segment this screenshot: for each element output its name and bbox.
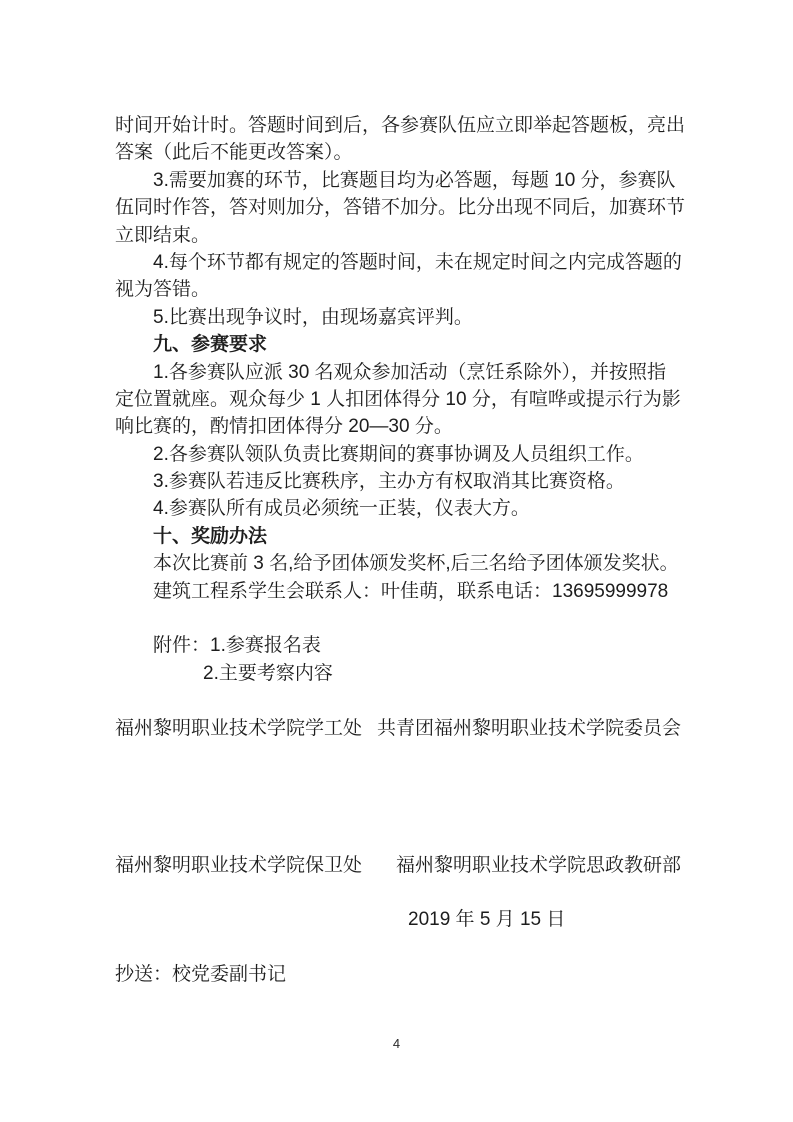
body-line: 5.比赛出现争议时，由现场嘉宾评判。 — [153, 306, 473, 328]
signature-org-right: 共青团福州黎明职业技术学院委员会 — [376, 717, 681, 739]
body-line: 响比赛的，酌情扣团体得分 20—30 分。 — [115, 416, 453, 438]
body-line: 4.参赛队所有成员必须统一正装，仪表大方。 — [153, 498, 530, 520]
section-heading-9: 九、参赛要求 — [153, 334, 268, 356]
body-line: 答案（此后不能更改答案）。 — [115, 142, 353, 164]
body-line: 2.各参赛队领队负责比赛期间的赛事协调及人员组织工作。 — [153, 443, 644, 465]
body-line: 定位置就座。观众每少 1 人扣团体得分 10 分，有喧哗或提示行为影 — [115, 388, 681, 410]
date-line: 2019 年 5 月 15 日 — [408, 909, 566, 931]
body-line: 本次比赛前 3 名,给予团体颁发奖杯,后三名给予团体颁发奖状。 — [153, 553, 679, 575]
blank-line — [115, 769, 681, 796]
signature-row — [115, 715, 681, 742]
body-line: 3.需要加赛的环节，比赛题目均为必答题，每题 10 分，参赛队 — [153, 169, 676, 191]
body-line: 3.参赛队若违反比赛秩序，主办方有权取消其比赛资格。 — [153, 471, 625, 493]
body-line: 视为答错。 — [115, 279, 211, 301]
signature-row — [115, 852, 681, 879]
attachment-line: 附件：1.参赛报名表 — [153, 635, 321, 657]
signature-org-left: 福州黎明职业技术学院学工处 — [115, 717, 363, 739]
attachment-line: 2.主要考察内容 — [203, 662, 333, 684]
blank-line — [115, 687, 681, 714]
blank-line — [115, 605, 681, 632]
blank-line — [115, 934, 681, 961]
signature-org-left: 福州黎明职业技术学院保卫处 — [115, 854, 363, 876]
page-number: 4 — [392, 1036, 401, 1051]
cc-line: 抄送：校党委副书记 — [115, 964, 287, 986]
body-line: 4.每个环节都有规定的答题时间，未在规定时间之内完成答题的 — [153, 251, 682, 273]
blank-line — [115, 824, 681, 851]
document-body — [115, 112, 686, 989]
body-line: 伍同时作答，答对则加分，答错不加分。比分出现不同后，加赛环节 — [115, 197, 686, 219]
body-line: 时间开始计时。答题时间到后，各参赛队伍应立即举起答题板，亮出 — [115, 115, 686, 136]
body-line: 立即结束。 — [115, 224, 211, 246]
blank-line — [115, 742, 681, 769]
blank-line — [115, 797, 681, 824]
body-line: 1.各参赛队应派 30 名观众参加活动（烹饪系除外），并按照指 — [153, 361, 667, 383]
signature-org-right: 福州黎明职业技术学院思政教研部 — [395, 854, 681, 876]
section-heading-10: 十、奖励办法 — [153, 525, 268, 547]
contact-line: 建筑工程系学生会联系人：叶佳萌，联系电话：13695999978 — [153, 580, 669, 602]
blank-line — [115, 879, 681, 906]
